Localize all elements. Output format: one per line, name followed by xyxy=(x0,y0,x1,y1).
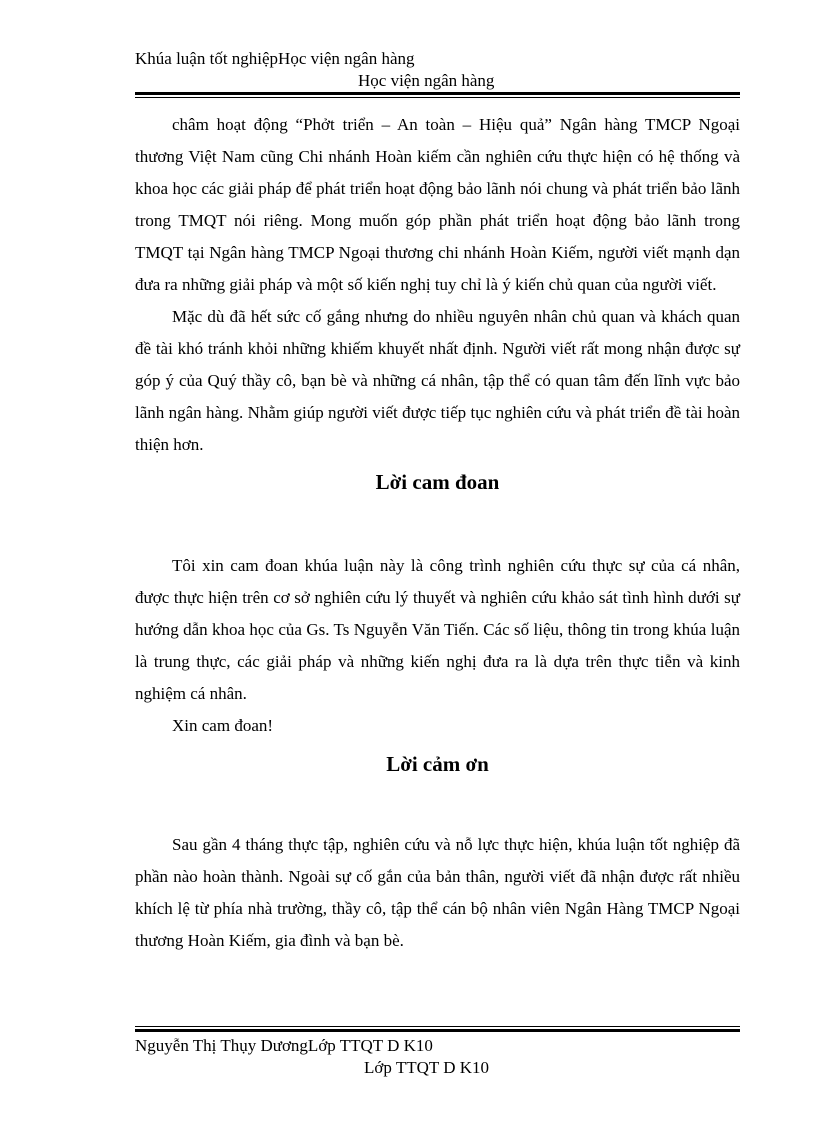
paragraph-declaration: Tôi xin cam đoan khúa luận này là công trình nghiên cứu thực sự của cá nhân, được thực hiện trên cơ sở nghiên cứu lý thuyết và nghiên cứu khảo sát tình hình dưới sự hướng dẫn khoa học của Gs. Ts Nguyễn Văn Tiến. Các số liệu, thông tin trong khúa luận là trung thực, các giải pháp và những kiến nghị đưa ra là dựa trên thực tiễn và kinh nghiệm cá nhân. xyxy=(135,556,740,703)
header-rule-thick xyxy=(135,92,740,95)
paragraph-thanks: Sau gần 4 tháng thực tập, nghiên cứu và nỗ lực thực hiện, khúa luận tốt nghiệp đã phần nào hoàn thành. Ngoài sự cố gắn của bản thân, người viết đã nhận được rất nhiều khích lệ từ phía nhà trường, thầy cô, tập thể cán bộ nhân viên Ngân Hàng TMCP Ngoại thương Hoàn Kiếm, gia đình và bạn bè. xyxy=(135,835,740,950)
footer-rule-thin xyxy=(135,1026,740,1027)
footer-class: Lớp TTQT D K10 xyxy=(364,1058,489,1077)
footer-author: Nguyễn Thị Thụy DươngLớp TTQT D K10 xyxy=(135,1036,433,1055)
footer-rule-thick xyxy=(135,1029,740,1032)
paragraph-continuation: châm hoạt động “Phởt triển – An toàn – Hiệu quả” Ngân hàng TMCP Ngoại thương Việt Nam cũng Chi nhánh Hoàn kiếm cần nghiên cứu thực hiện có hệ thống và khoa học các giải pháp để phát triển hoạt động bảo lãnh nói chung và phát triển bảo lãnh trong TMQT nói riêng. Mong muốn góp phần phát triển hoạt động bảo lãnh trong TMQT tại Ngân hàng TMCP Ngoại thương chi nhánh Hoàn Kiếm, người viết mạnh dạn đưa ra những giải pháp và một số kiến nghị tuy chỉ là ý kiến chủ quan của người viết. xyxy=(135,115,740,294)
header-institution: Học viện ngân hàng xyxy=(358,71,495,90)
heading-thanks: Lời cảm ơn xyxy=(386,752,489,776)
header-running-title: Khúa luận tốt nghiệpHọc viện ngân hàng xyxy=(135,49,415,68)
body-content xyxy=(135,109,740,957)
header-rule-thin xyxy=(135,97,740,98)
paragraph-acknowledgement-limits: Mặc dù đã hết sức cố gắng nhưng do nhiều nguyên nhân chủ quan và khách quan đề tài khó tránh khỏi những khiếm khuyết nhất định. Người viết rất mong nhận được sự góp ý của Quý thầy cô, bạn bè và những cá nhân, tập thể có quan tâm đến lĩnh vực bảo lãnh ngân hàng. Nhằm giúp người viết được tiếp tục nghiên cứu và phát triển đề tài hoàn thiện hơn. xyxy=(135,307,740,454)
heading-declaration: Lời cam đoan xyxy=(375,470,500,494)
paragraph-declaration-closing: Xin cam đoan! xyxy=(172,716,274,735)
